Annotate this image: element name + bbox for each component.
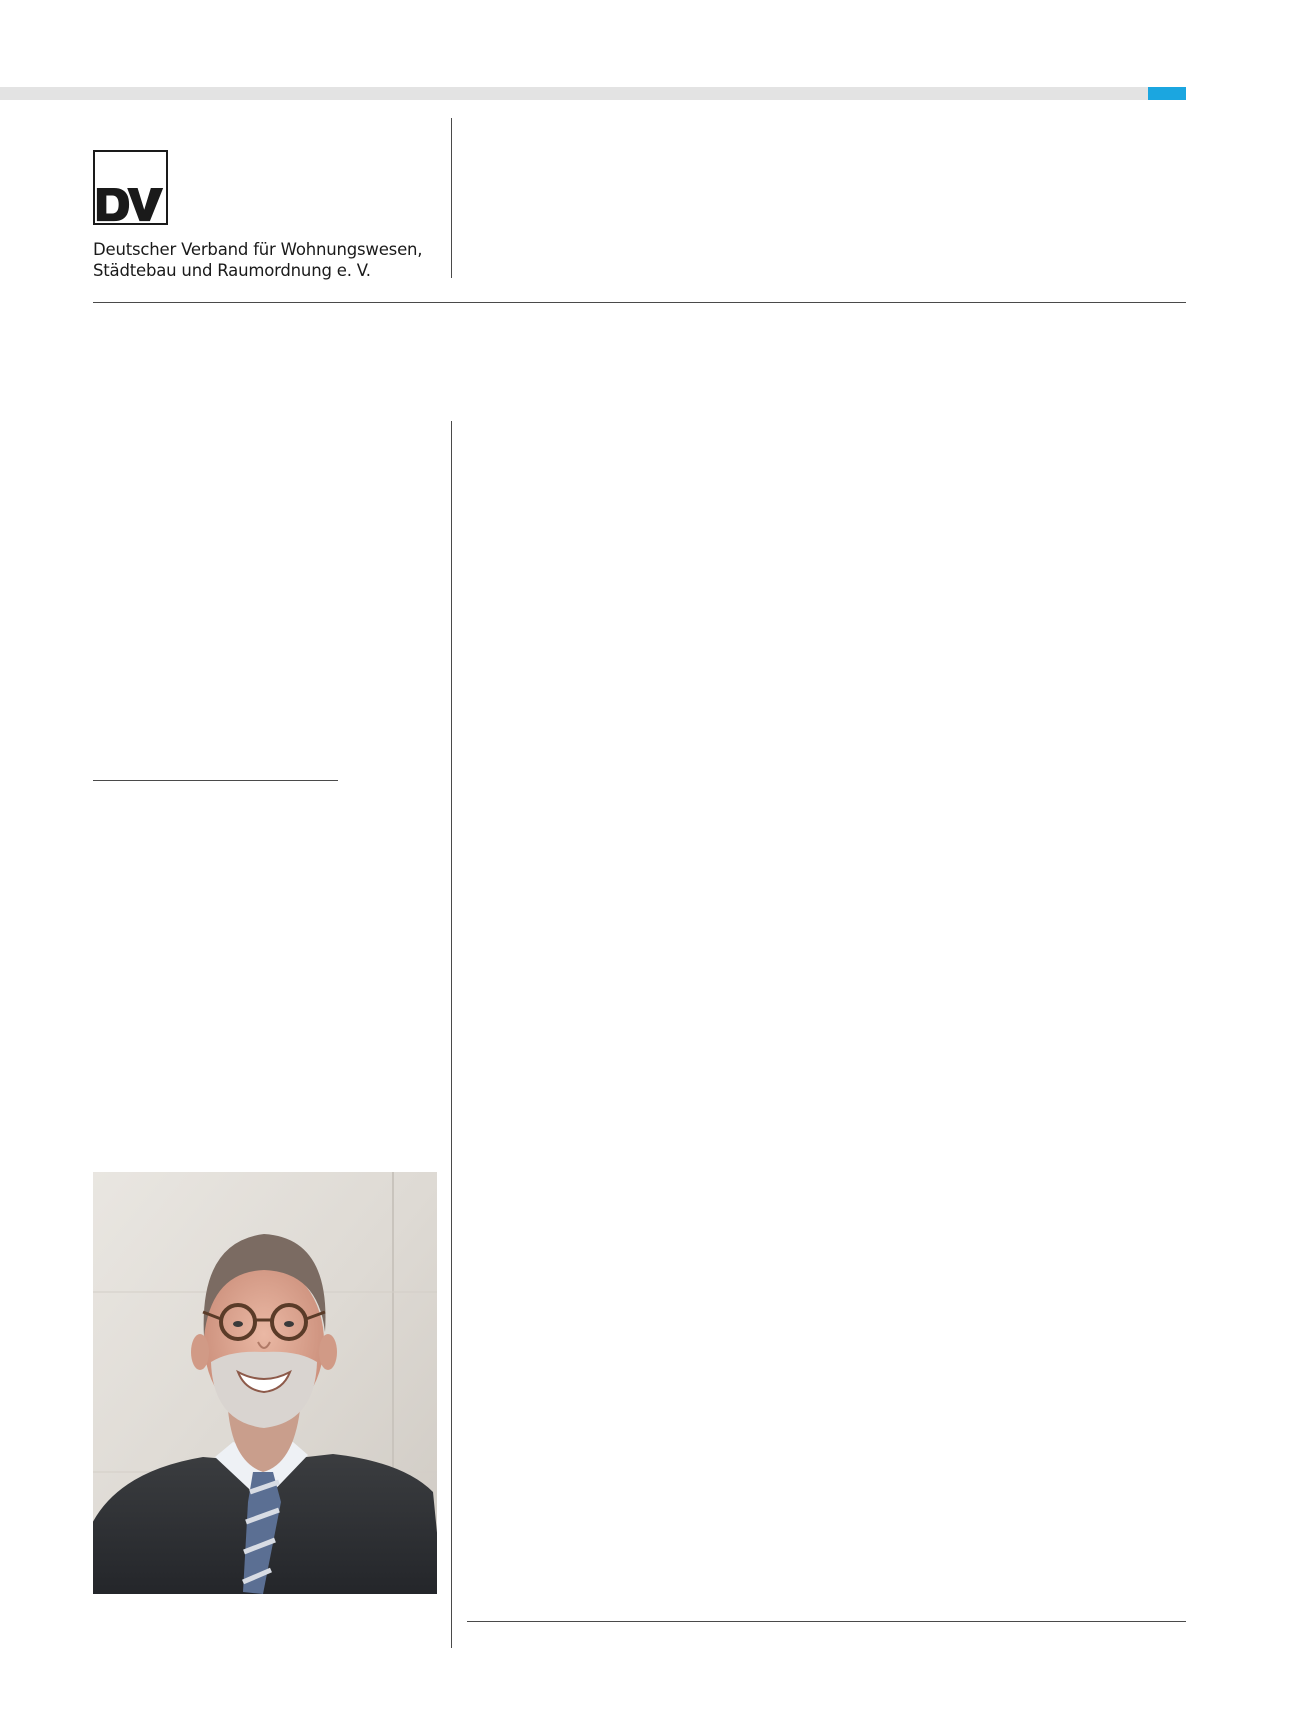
top-gray-bar: [0, 87, 1148, 100]
main-bottom-rule: [467, 1621, 1186, 1622]
sidebar-short-rule: [93, 780, 338, 781]
header-horizontal-rule: [93, 302, 1186, 303]
dv-logo: [93, 150, 168, 225]
portrait-photo: [93, 1172, 437, 1594]
top-accent-bar: [1148, 87, 1186, 100]
org-name-line-1: Deutscher Verband für Wohnungswesen,: [93, 240, 423, 259]
column-vertical-divider: [451, 421, 452, 1648]
organization-name: [93, 239, 453, 281]
header-vertical-divider: [451, 118, 452, 278]
dv-logo-mark: [95, 152, 166, 223]
org-name-line-2: Städtebau und Raumordnung e. V.: [93, 261, 371, 280]
portrait-illustration: [93, 1172, 437, 1594]
